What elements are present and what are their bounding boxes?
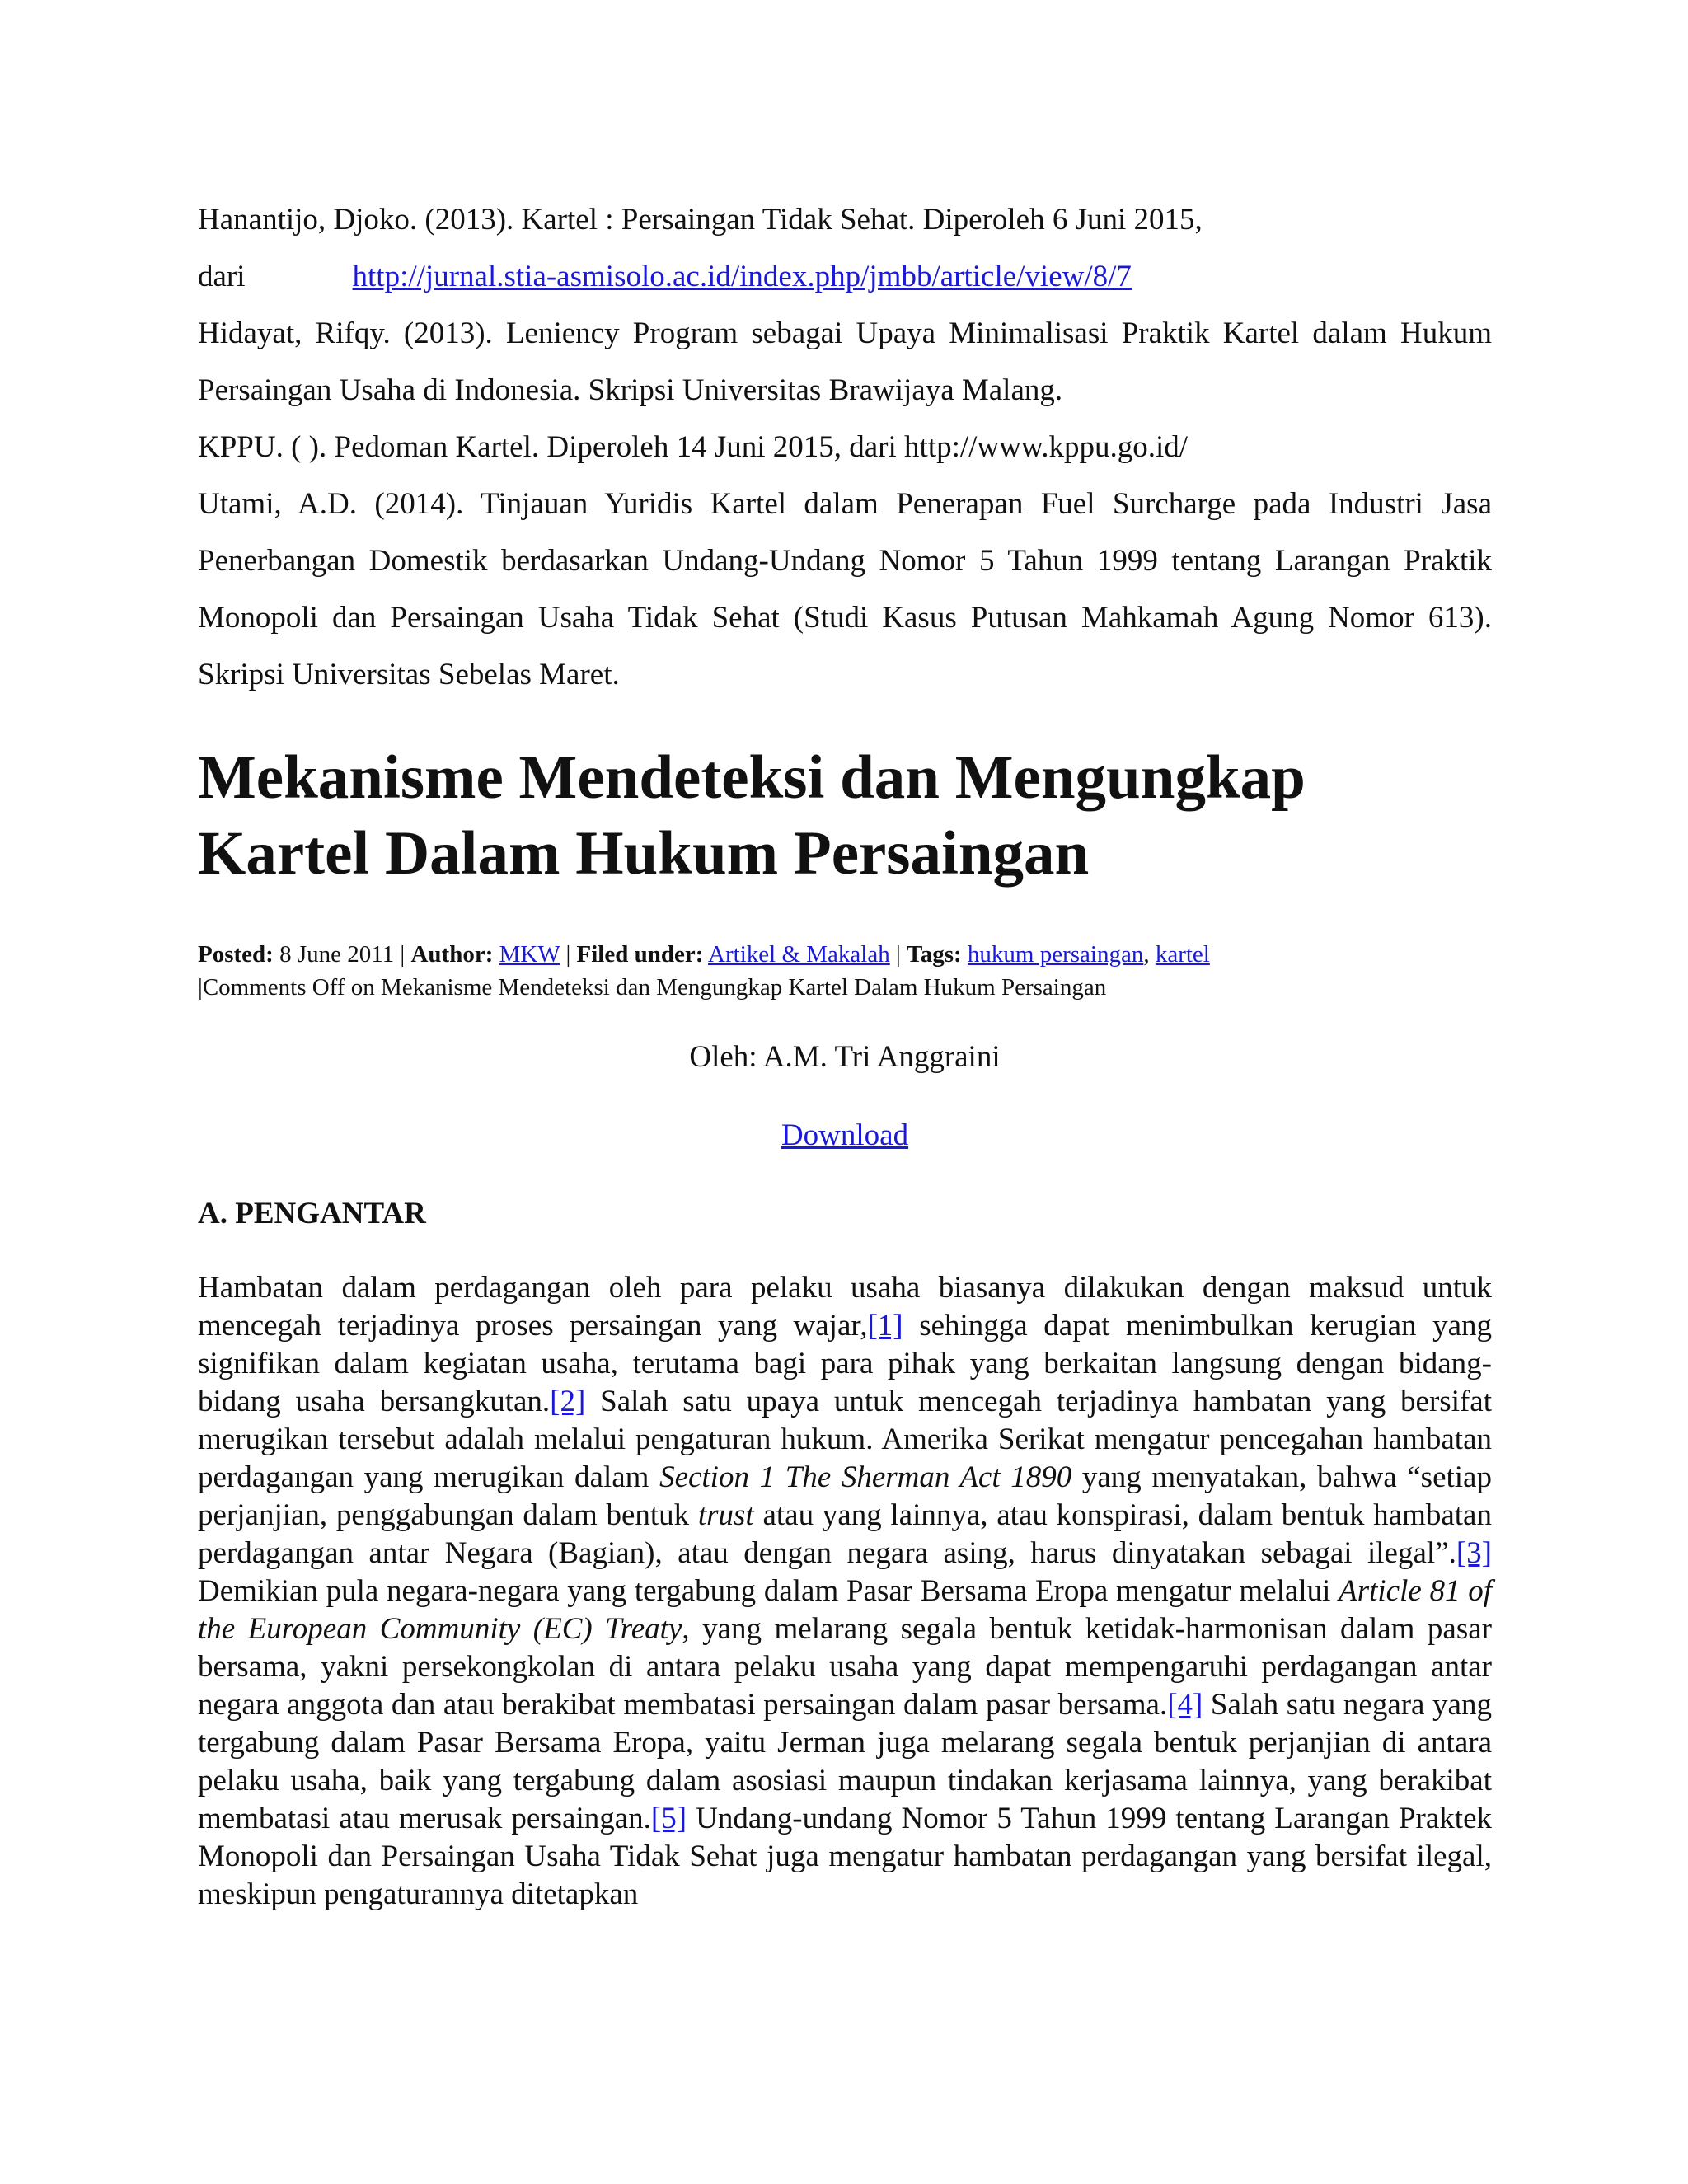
author-label: Author: [410,941,494,968]
body-text-run: Salah satu negara yang tergabung dalam Pasar Bersama Eropa, yaitu Jerman juga melarang segala bentuk perjanjian di antara pelaku usaha, baik yang tergabung dalam asosiasi maupun tindakan kerjasama lainnya, yang berakibat membatasi atau merusak persaingan. [198,1688,1492,1835]
article-title-line: Kartel Dalam Hukum Persaingan [198,819,1090,888]
footnote-link-2[interactable]: [2] [550,1385,586,1418]
body-text-run: Salah satu upaya untuk mencegah terjadinya hambatan yang bersifat merugikan tersebut adalah melalui pengaturan hukum. Amerika Serikat mengatur pencegahan hambatan perdagangan yang merugikan dalam [198,1385,1492,1494]
tags-label: Tags: [907,941,962,968]
download-link[interactable]: Download [781,1118,909,1152]
body-italic-run: trust [697,1498,754,1532]
section-heading: A. PENGANTAR [198,1197,426,1230]
footnote-link-5[interactable]: [5] [650,1802,687,1835]
posted-date: 8 June 2011 [279,941,395,968]
tag-link[interactable]: kartel [1155,941,1210,968]
posted-label: Posted: [198,941,274,968]
body-text-run: Hambatan dalam perdagangan oleh para pelaku usaha biasanya dilakukan dengan maksud untuk mencegah terjadinya proses persaingan yang wajar, [198,1271,1492,1343]
body-italic-run: Article 81 of the European Community (EC) Treaty [198,1574,1492,1646]
footnote-link-4[interactable]: [4] [1167,1688,1203,1722]
reference-url-link[interactable]: http://jurnal.stia-asmisolo.ac.id/index.php/jmbb/article/view/8/7 [352,260,1132,293]
reference-item: Hidayat, Rifqy. (2013). Leniency Program sebagai Upaya Minimalisasi Praktik Kartel dalam Hukum Persaingan Usaha di Indonesia. Skripsi Universitas Brawijaya Malang. [198,316,1492,407]
footnote-link-3[interactable]: [3] [1456,1536,1492,1570]
footnote-link-1[interactable]: [1] [867,1309,903,1343]
reference-list [198,191,1492,703]
author-link[interactable]: MKW [499,941,560,968]
post-meta: Posted: 8 June 2011 | Author: MKW | Filed under: Artikel & Makalah | Tags: hukum persaingan, kartel |Comments Off on Mekanisme Mendeteksi dan Mengungkap Kartel Dalam Hukum Persaingan [198,941,1210,1001]
body-italic-run: Section 1 The Sherman Act 1890 [659,1460,1072,1494]
reference-text: dari [198,260,246,293]
article-title [198,740,1492,892]
document-page [198,0,1492,2184]
comments-status: Comments Off on Mekanisme Mendeteksi dan Mengungkap Kartel Dalam Hukum Persaingan [202,974,1107,1001]
body-text-run: , yang melarang segala bentuk ketidak-harmonisan dalam pasar bersama, yakni persekongkolan di antara pelaku usaha yang dapat mempengaruhi perdagangan antar negara anggota dan atau berakibat membatasi persaingan dalam pasar bersama. [198,1612,1492,1722]
reference-item: KPPU. ( ). Pedoman Kartel. Diperoleh 14 Juni 2015, dari http://www.kppu.go.id/ [198,430,1189,464]
body-text-run: atau yang lainnya, atau konspirasi, dalam bentuk hambatan perdagangan antar Negara (Bagian), atau dengan negara asing, harus dinyatakan sebagai ilegal”. [198,1498,1492,1570]
body-paragraph [198,1269,1492,1914]
body-text-run: Demikian pula negara-negara yang tergabung dalam Pasar Bersama Eropa mengatur melalui [198,1574,1339,1608]
tag-link[interactable]: hukum persaingan [967,941,1144,968]
byline: Oleh: A.M. Tri Anggraini [689,1040,1001,1074]
body-text-run: yang menyatakan, bahwa “setiap perjanjian, penggabungan dalam bentuk [198,1460,1492,1532]
article-title-line: Mekanisme Mendeteksi dan Mengungkap [198,743,1306,812]
reference-item [198,191,1492,305]
body-text-run: sehingga dapat menimbulkan kerugian yang signifikan dalam kegiatan usaha, terutama bagi para pihak yang berkaitan langsung dengan bidang-bidang usaha bersangkutan. [198,1309,1493,1418]
category-link[interactable]: Artikel & Makalah [708,941,890,968]
reference-item: Utami, A.D. (2014). Tinjauan Yuridis Kartel dalam Penerapan Fuel Surcharge pada Industri Jasa Penerbangan Domestik berdasarkan Undang-Undang Nomor 5 Tahun 1999 tentang Larangan Praktik Monopoli dan Persaingan Usaha Tidak Sehat (Studi Kasus Putusan Mahkamah Agung Nomor 613). Skripsi Universitas Sebelas Maret. [198,487,1492,691]
filed-under-label: Filed under: [576,941,704,968]
body-text-run: Undang-undang Nomor 5 Tahun 1999 tentang Larangan Praktek Monopoli dan Persaingan Usaha Tidak Sehat juga mengatur hambatan perdagangan yang bersifat ilegal, meskipun pengaturannya ditetapkan [198,1802,1492,1911]
download-row [198,1115,1492,1156]
reference-text: Hanantijo, Djoko. (2013). Kartel : Persaingan Tidak Sehat. Diperoleh 6 Juni 2015, [198,203,1203,237]
